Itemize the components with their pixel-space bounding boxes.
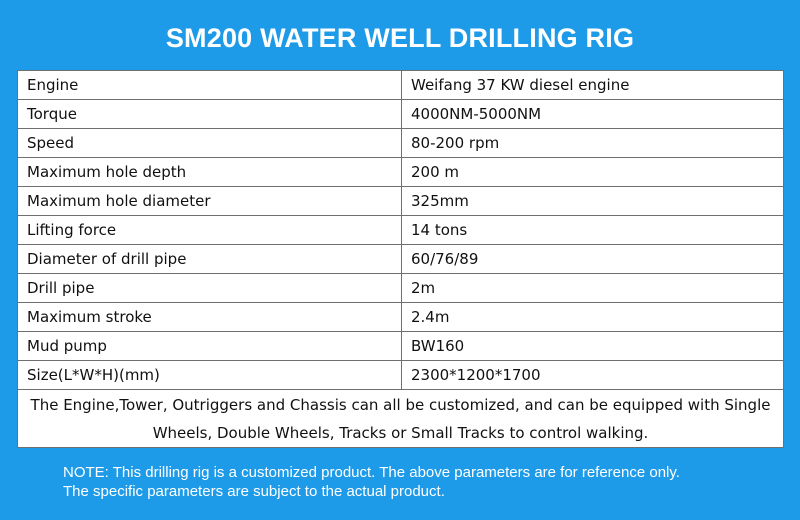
table-row <box>18 158 784 187</box>
table-row <box>18 274 784 303</box>
footer-note-line: NOTE: This drilling rig is a customized product. The above parameters are for reference only. <box>63 464 680 481</box>
spec-label: Maximum hole diameter <box>18 187 402 216</box>
spec-label: Lifting force <box>18 216 402 245</box>
spec-value: 4000NM-5000NM <box>402 100 784 129</box>
spec-value: 60/76/89 <box>402 245 784 274</box>
table-row <box>18 361 784 390</box>
table-row <box>18 245 784 274</box>
spec-label: Maximum stroke <box>18 303 402 332</box>
spec-value: 14 tons <box>402 216 784 245</box>
table-row <box>18 216 784 245</box>
table-row <box>18 332 784 361</box>
spec-label: Diameter of drill pipe <box>18 245 402 274</box>
footer-note <box>63 463 793 501</box>
footer-note-line: The specific parameters are subject to the actual product. <box>63 483 445 500</box>
spec-value: 2300*1200*1700 <box>402 361 784 390</box>
table-row <box>18 129 784 158</box>
table-row <box>18 187 784 216</box>
spec-label: Size(L*W*H)(mm) <box>18 361 402 390</box>
spec-value: Weifang 37 KW diesel engine <box>402 71 784 100</box>
table-row <box>18 71 784 100</box>
spec-value: 200 m <box>402 158 784 187</box>
spec-label: Mud pump <box>18 332 402 361</box>
table-row <box>18 390 784 448</box>
table-row <box>18 100 784 129</box>
table-row <box>18 303 784 332</box>
customization-note: The Engine,Tower, Outriggers and Chassis can all be customized, and can be equipped with Single Wheels, Double Wheels, Tracks or Small Tracks to control walking. <box>18 390 784 448</box>
spec-label: Torque <box>18 100 402 129</box>
spec-value: 325mm <box>402 187 784 216</box>
spec-label: Maximum hole depth <box>18 158 402 187</box>
spec-value: BW160 <box>402 332 784 361</box>
spec-value: 80-200 rpm <box>402 129 784 158</box>
specifications-table <box>17 70 784 448</box>
spec-label: Speed <box>18 129 402 158</box>
spec-label: Drill pipe <box>18 274 402 303</box>
page-title: SM200 WATER WELL DRILLING RIG <box>165 23 635 53</box>
spec-value: 2.4m <box>402 303 784 332</box>
spec-label: Engine <box>18 71 402 100</box>
spec-value: 2m <box>402 274 784 303</box>
